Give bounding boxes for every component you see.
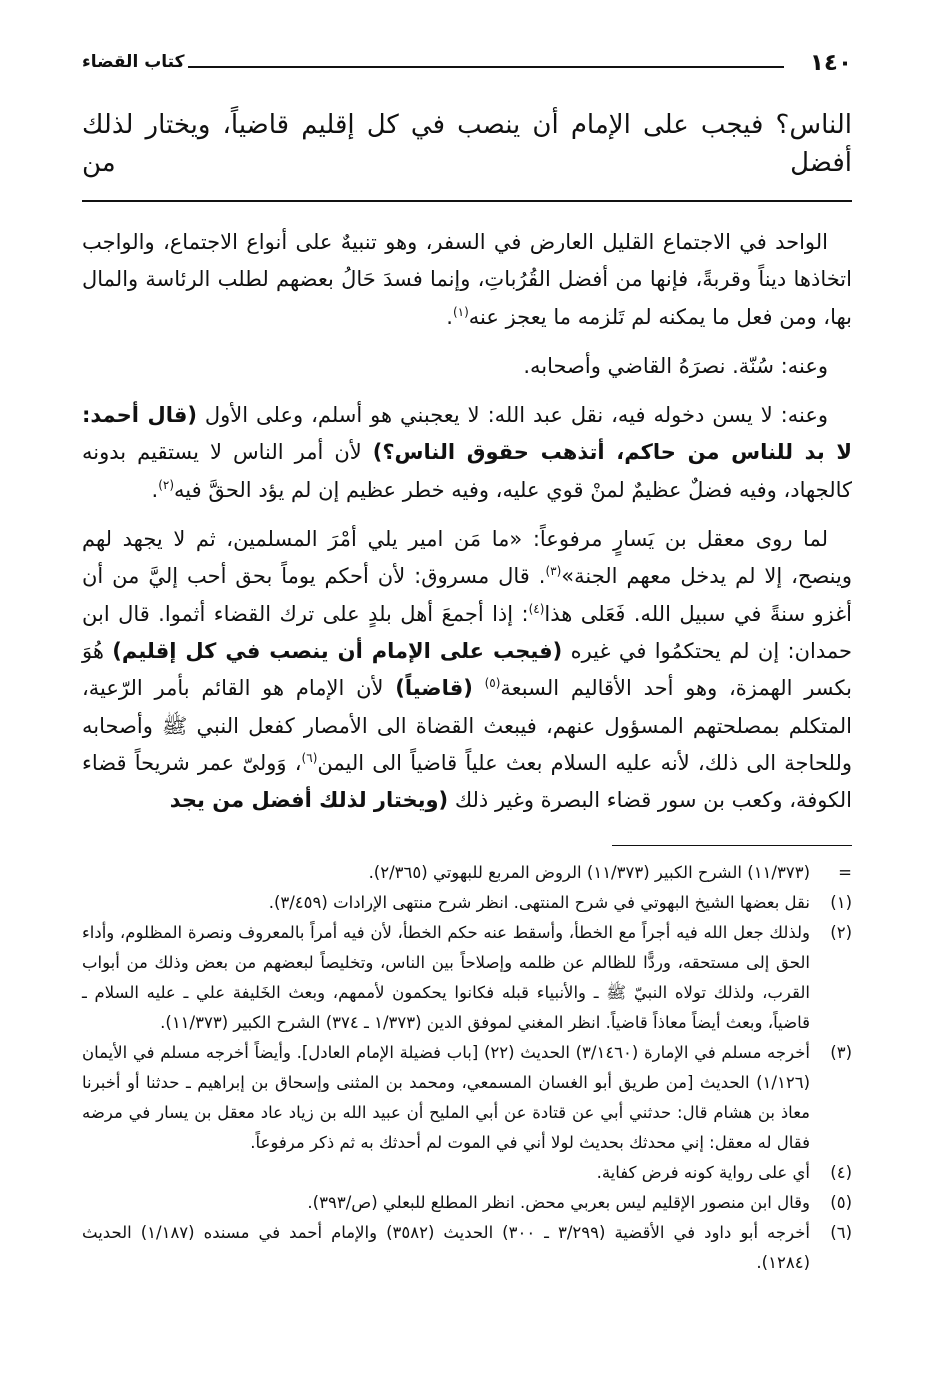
matn-quote: (ويختار لذلك أفضل من يجد — [169, 788, 449, 813]
footnote-item: (٦) أخرجه أبو داود في الأقضية (٣/٢٩٩ ـ ٣٠٠) الحديث (٣٥٨٢) والإمام أحمد في مسنده (١/١٨٧) الحديث (١٢٨٤). — [82, 1223, 852, 1273]
paragraph-4: لما روى معقل بن يَسارٍ مرفوعاً: «ما مَن امير يلي أمْرَ المسلمين، ثم لا يجهد لهم وينصح، إلا لم يدخل معهم الجنة»$^{(٣)}$. قال مسروق: لأن أحكم يوماً بحق أحب إليَّ من أن أغزو سنةً في سبيل الله. فَعَلى هذا$^{(٤)}$: إذا أجمعَ أهل بلدٍ على ترك القضاء أثموا. قال ابن حمدان: إن لم يحتكمُوا في غيره (فيجب على الإمام أن ينصب في كل إقليم) هُوَ بكسر الهمزة، وهو أحد الأقاليم السبعة$^{(٥)}$ (قاضياً) لأن الإمام هو القائم بأمر الرّعية، المتكلم بمصلحتهم المسؤول عنهم، فيبعث القضاة الى الأمصار كفعل النبي ﷺ وأصحابه وللحاجة الى ذلك، لأنه عليه السلام بعث علياً قاضياً الى اليمن$^{(٦)}$، وَولىّ عمر شريحاً قضاء الكوفة، وكعب بن سور قضاء البصرة وغير ذلك (ويختار لذلك أفضل من يجد — [82, 527, 852, 813]
book-page — [82, 44, 852, 1278]
paragraph-2: وعنه: سُنّة. نصرَهُ القاضي وأصحابه. — [523, 353, 828, 378]
footnote-item: (٢) ولذلك جعل الله فيه أجراً مع الخطأ، وأسقط عنه حكم الخطأ، لأن فيه أمراً بالمعروف ونصرة المظلوم، وأداء الحق إلى مستحقه، وردًّا للظالم عن ظلمه وإصلاحاً بين الناس، وتخليصاً لبعضهم من بعض وذلك من أبواب القرب، ولذلك تولاه النبيّ ﷺ ـ والأنبياء قبله فكانوا يحكمون لأممهم، وبعث الخَليفة علي ـ عليه السلام ـ قاضياً، وبعث أيضاً معاذاً قاضياً. انظر المغني لموفق الدين (١/٣٧٣ ـ ٣٧٤) الشرح الكبير (١١/٣٧٣). — [82, 923, 852, 1033]
footnote-item: (١) نقل بعضها الشيخ البهوتي في شرح المنتهى. انظر شرح منتهى الإرادات (٣/٤٥٩). — [268, 893, 852, 913]
footnote-ref[interactable]: (٣) — [545, 564, 562, 579]
running-title: كتاب القضاء — [82, 52, 185, 72]
header-rule — [188, 66, 784, 68]
matn-text: الناس؟ فيجب على الإمام أن ينصب في كل إقليم قاضياً، ويختار لذلك أفضل من — [82, 110, 852, 178]
footnote-item: (٤) أي على رواية كونه فرض كفاية. — [596, 1163, 852, 1183]
page-number: ١٤٠ — [809, 50, 852, 76]
paragraph-3: وعنه: لا يسن دخوله فيه، نقل عبد الله: لا يعجبني هو أسلم، وعلى الأول (قال أحمد: لا بد للناس من حاكم، أتذهب حقوق الناس؟) لأن أمر الناس لا يستقيم بدونه كالجهاد، وفيه فضلٌ عظيمٌ لمنْ قوي عليه، وفيه خطر عظيم إن لم يؤد الحقَّ فيه$^{(٢)}$. — [82, 403, 852, 502]
footnotes — [82, 858, 852, 1278]
page-header — [82, 44, 852, 84]
footnote-item: (٥) وقال ابن منصور الإقليم ليس بعربي محض. انظر المطلع للبعلي (ص/٣٩٣). — [307, 1193, 852, 1213]
footnote-ref[interactable]: (٢) — [158, 477, 175, 492]
paragraph-1: الواحد في الاجتماع القليل العارض في السفر، وهو تنبيهٌ على أنواع الاجتماع، والواجب اتخاذها ديناً وقربةً، فإنها من أفضل القُرُباتِ، وإنما فسدَ حَالُ بعضهم لطلب الرئاسة والمال بها، ومن فعل ما يمكنه لم تَلزمه ما يعجز عنه$^{(١)}$. — [82, 230, 852, 329]
commentary — [82, 224, 852, 819]
footnote-item: = (١١/٣٧٣) الشرح الكبير (١١/٣٧٣) الروض المربع للبهوتي (٢/٣٦٥). — [368, 863, 852, 883]
matn-separator — [82, 200, 852, 202]
matn-quote: (قاضياً) — [395, 676, 473, 701]
footnote-separator — [612, 845, 852, 846]
footnote-ref[interactable]: (٥) — [484, 676, 501, 691]
footnote-ref[interactable]: (٤) — [528, 601, 545, 616]
footnote-item: (٣) أخرجه مسلم في الإمارة (٣/١٤٦٠) الحديث (٢٢) [باب فضيلة الإمام العادل]. وأيضاً أخرجه مسلم في الأيمان (١/١٢٦) الحديث [من طريق أبو الغسان المسمعي، ومحمد بن المثنى وإسحاق بن إبراهيم ـ حدثنا أو أخبرنا معاذ بن هشام قال: حدثني أبي عن قتادة عن أبي المليح أن عبيد الله بن زياد عاد معقل بن يسار في مرضه فقال له معقل: إني محدثك بحديث لولا أني في الموت لم أحدثك به ثم ذكر مرفوعاً. — [82, 1043, 852, 1153]
matn-quote: (فيجب على الإمام أن ينصب في كل إقليم) — [112, 638, 563, 663]
footnote-ref[interactable]: (١) — [452, 304, 469, 319]
matn-quote: (قال أحمد: لا بد للناس من حاكم، أتذهب حقوق الناس؟) — [82, 403, 852, 465]
footnote-ref[interactable]: (٦) — [301, 750, 318, 765]
